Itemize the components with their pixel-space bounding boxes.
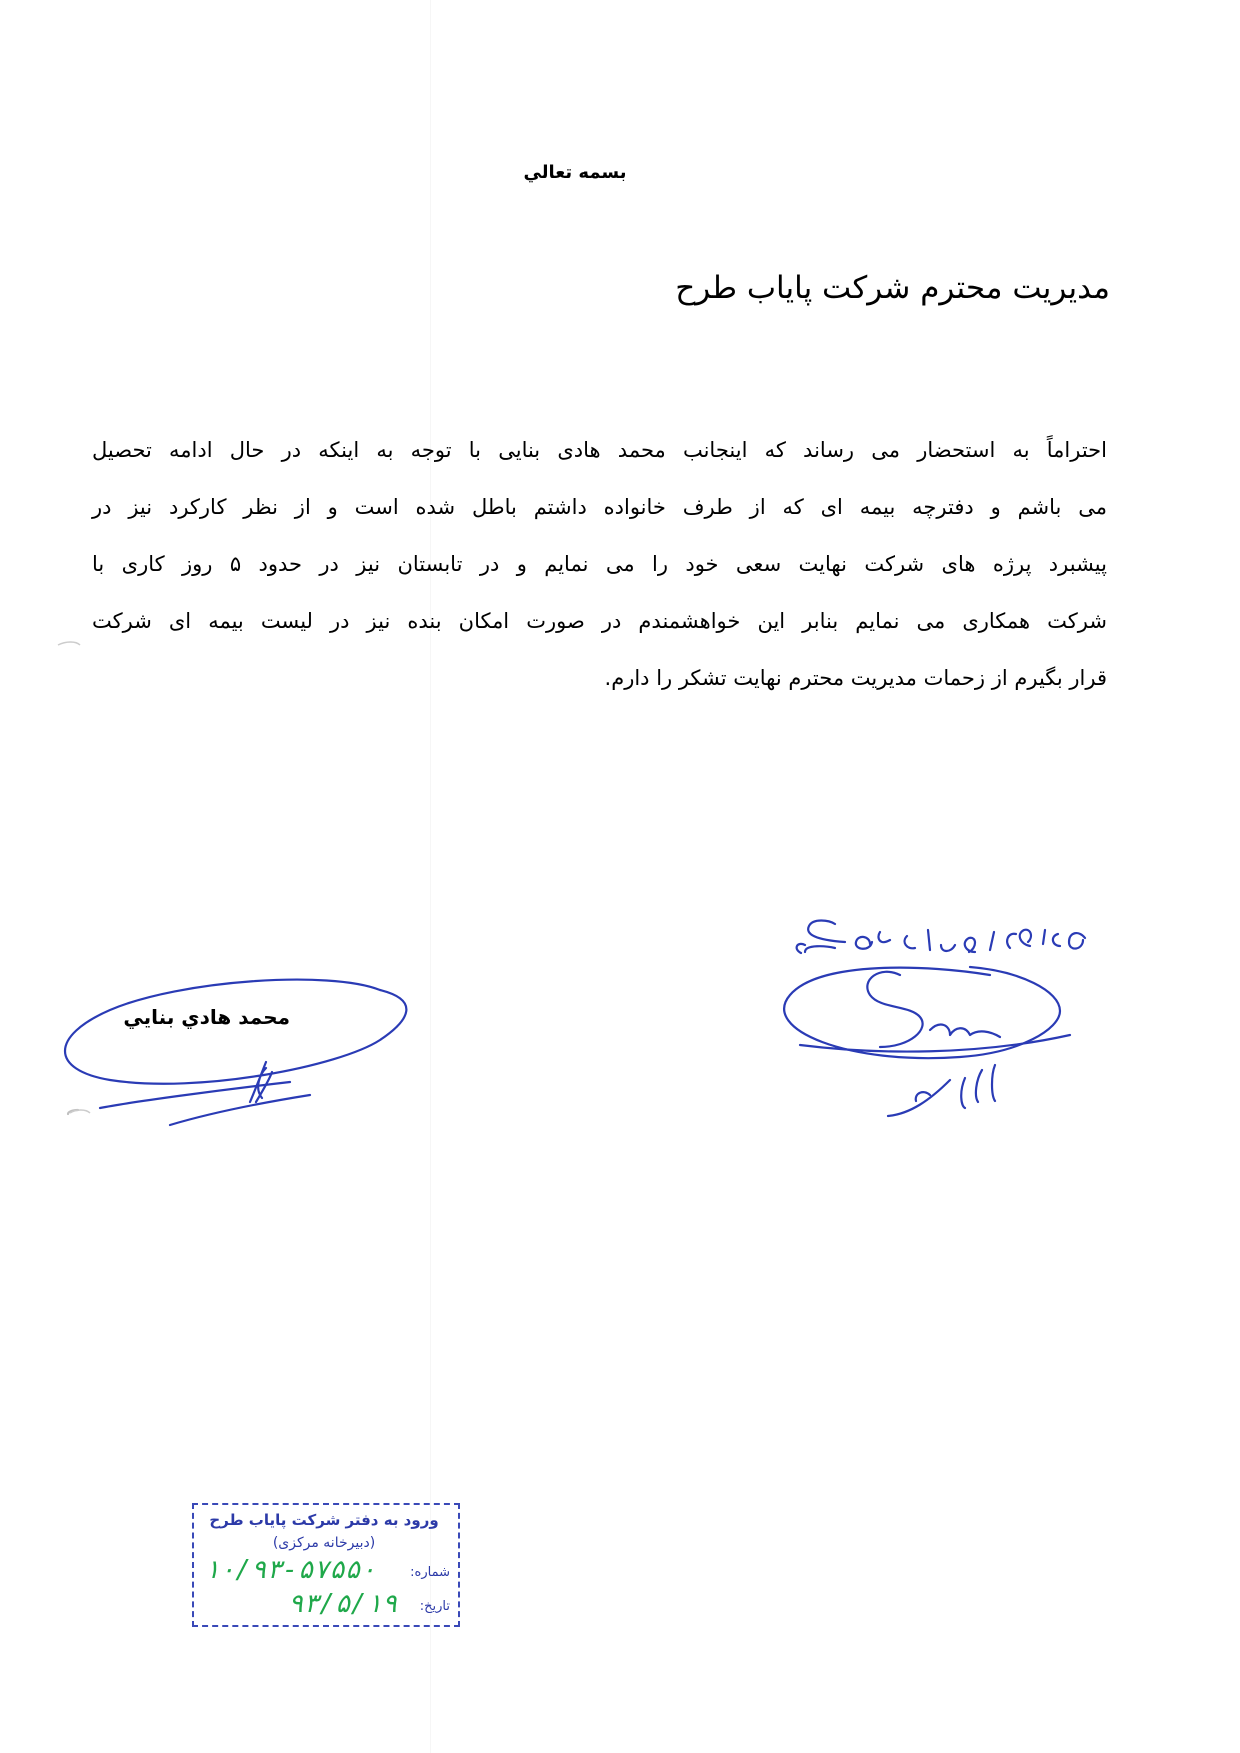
stamp-number-row (198, 1557, 450, 1587)
stamp-subtitle: (دبیرخانه مرکزی) (272, 1535, 376, 1551)
letter-body-line: قرار بگیرم از زحمات مدیریت محترم نهایت تشکر را دارم. (604, 666, 1107, 690)
stamp-date-value: ۹۳/۵/۱۹ (288, 1589, 398, 1619)
scan-fold-line (430, 0, 431, 1753)
stamp-number-value: ۱۰/۹۳-۵۷۵۵۰ (204, 1555, 377, 1585)
stamp-title: ورود به دفتر شرکت پایاب طرح (209, 1511, 439, 1529)
letter-addressee: مدیریت محترم شرکت پایاب طرح (675, 270, 1110, 306)
letter-body-line: شرکت همکاری می نمایم بنابر این خواهشمندم در صورت امکان بنده نیز در لیست بیمه ای شرکت (92, 609, 1107, 633)
letter-body (92, 422, 1107, 707)
letter-body-line: می باشم و دفترچه بیمه ای که از طرف خانواده داشتم باطل شده است و از نظر کارکرد نیز در (92, 495, 1107, 519)
scan-margin-marks (58, 642, 90, 1113)
letter-body-line: احتراماً به استحضار می رساند که اینجانب محمد هادی بنایی با توجه به اینکه در حال ادامه تحصیل (92, 438, 1107, 462)
applicant-signature (65, 980, 406, 1125)
approval-note-handwriting (784, 921, 1085, 1117)
letter-body-line: پیشبرد پرژه های شرکت نهایت سعی خود را می نمایم و در تابستان نیز در حدود ۵ روز کاری با (92, 552, 1107, 576)
stamp-date-label: تاریخ: (419, 1599, 450, 1614)
signatory-name: محمد هادي بنايي (123, 1005, 290, 1029)
bismillah-heading: بسمه تعالي (523, 162, 627, 183)
entry-stamp (192, 1503, 460, 1627)
stamp-number-label: شماره: (410, 1565, 450, 1580)
stamp-date-row (198, 1591, 450, 1621)
